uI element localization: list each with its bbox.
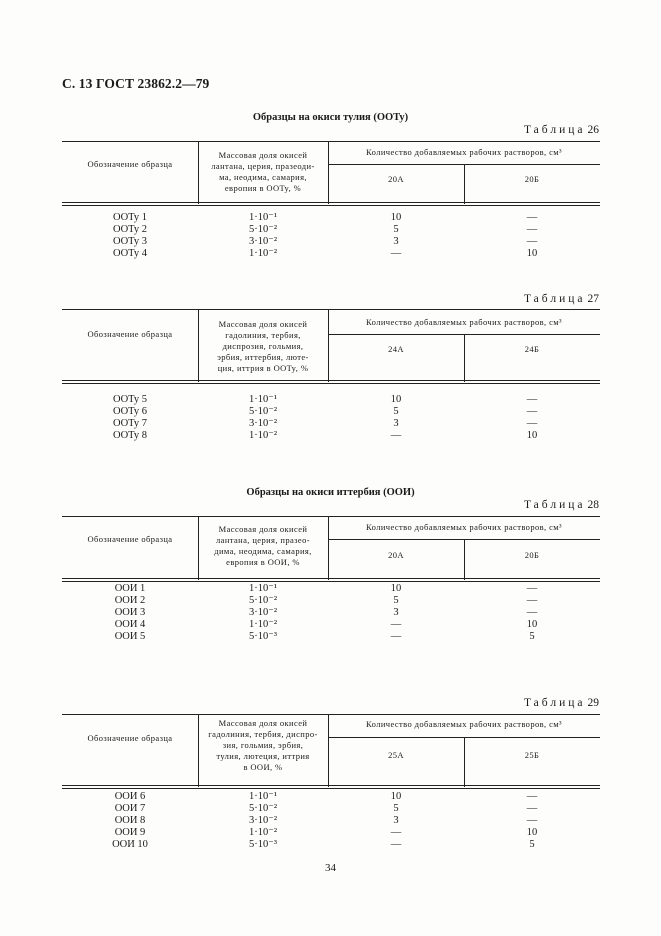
sample-cell: OOTy 4 bbox=[113, 248, 147, 259]
table-row bbox=[62, 212, 600, 224]
sample-cell: ООИ 1 bbox=[114, 583, 146, 594]
col-header-sample: Обозначение образца bbox=[87, 329, 173, 339]
solution-a-cell: 10 bbox=[390, 583, 402, 594]
sample-cell: ООИ 10 bbox=[112, 839, 148, 850]
solution-a-cell: — bbox=[390, 827, 402, 838]
solution-b-cell: 10 bbox=[526, 248, 538, 259]
solution-b-cell: — bbox=[526, 607, 538, 618]
solution-a-cell: — bbox=[390, 248, 402, 259]
sample-cell: ООИ 3 bbox=[114, 607, 146, 618]
table-body bbox=[62, 394, 600, 442]
mass-fraction-cell: 5·10⁻² bbox=[249, 224, 277, 235]
table-row bbox=[62, 224, 600, 236]
mass-fraction-cell: 3·10⁻² bbox=[249, 815, 277, 826]
solution-a-cell: — bbox=[390, 839, 402, 850]
table-row bbox=[62, 791, 600, 803]
mass-fraction-cell: 1·10⁻¹ bbox=[249, 583, 277, 594]
mass-fraction-cell: 1·10⁻¹ bbox=[249, 791, 277, 802]
table-row bbox=[62, 595, 600, 607]
table-28 bbox=[62, 516, 600, 648]
solution-a-cell: 3 bbox=[393, 607, 399, 618]
mass-fraction-cell: 1·10⁻² bbox=[249, 430, 277, 441]
col-header-sub-a: 25А bbox=[388, 750, 404, 760]
solution-b-cell: 10 bbox=[526, 619, 538, 630]
table-row bbox=[62, 803, 600, 815]
solution-b-cell: — bbox=[526, 815, 538, 826]
table-row bbox=[62, 631, 600, 643]
solution-b-cell: 10 bbox=[526, 430, 538, 441]
col-header-sub-b: 24Б bbox=[524, 344, 540, 354]
col-header-solutions: Количество добавляемых рабочих растворов, см³ bbox=[366, 317, 562, 327]
solution-b-cell: — bbox=[526, 394, 538, 405]
table-29 bbox=[62, 714, 600, 854]
sample-cell: ООИ 9 bbox=[114, 827, 146, 838]
sample-cell: OOTy 2 bbox=[113, 224, 147, 235]
mass-fraction-cell: 3·10⁻² bbox=[249, 418, 277, 429]
solution-b-cell: 5 bbox=[529, 631, 535, 642]
col-header-solutions: Количество добавляемых рабочих растворов, см³ bbox=[366, 147, 562, 157]
mass-fraction-cell: 1·10⁻¹ bbox=[249, 212, 277, 223]
mass-fraction-cell: 5·10⁻² bbox=[249, 406, 277, 417]
sample-cell: OOTy 1 bbox=[113, 212, 147, 223]
mass-fraction-cell: 3·10⁻² bbox=[249, 607, 277, 618]
solution-b-cell: — bbox=[526, 224, 538, 235]
col-header-sub-b: 20Б bbox=[524, 174, 540, 184]
sample-cell: OOTy 8 bbox=[113, 430, 147, 441]
col-header-sample: Обозначение образца bbox=[87, 159, 173, 169]
solution-b-cell: — bbox=[526, 583, 538, 594]
col-header-sample: Обозначение образца bbox=[87, 733, 173, 743]
sample-cell: ООИ 5 bbox=[114, 631, 146, 642]
solution-a-cell: 5 bbox=[393, 224, 399, 235]
page-number: 34 bbox=[325, 862, 336, 874]
col-header-sample: Обозначение образца bbox=[87, 534, 173, 544]
table-row bbox=[62, 418, 600, 430]
solution-b-cell: — bbox=[526, 236, 538, 247]
mass-fraction-cell: 5·10⁻³ bbox=[249, 631, 277, 642]
col-header-sub-a: 24А bbox=[388, 344, 404, 354]
solution-a-cell: 10 bbox=[390, 212, 402, 223]
solution-b-cell: — bbox=[526, 791, 538, 802]
table-27-label: Таблица 27 bbox=[523, 293, 599, 305]
solution-a-cell: 10 bbox=[390, 394, 402, 405]
col-header-sub-a: 20А bbox=[388, 550, 404, 560]
solution-a-cell: — bbox=[390, 631, 402, 642]
table-row bbox=[62, 406, 600, 418]
solution-b-cell: — bbox=[526, 406, 538, 417]
col-header-solutions: Количество добавляемых рабочих растворов, см³ bbox=[366, 522, 562, 532]
col-header-sub-a: 20А bbox=[388, 174, 404, 184]
solution-b-cell: — bbox=[526, 803, 538, 814]
col-header-mass-fraction: Массовая доля окисей гадолиния, тербия, диспро- зия, гольмия, эрбия, тулия, лютеция, иттрия в ООИ, % bbox=[208, 718, 318, 772]
solution-a-cell: 5 bbox=[393, 406, 399, 417]
table-row bbox=[62, 815, 600, 827]
table-row bbox=[62, 394, 600, 406]
solution-b-cell: — bbox=[526, 418, 538, 429]
col-header-sub-b: 20Б bbox=[524, 550, 540, 560]
solution-a-cell: — bbox=[390, 619, 402, 630]
table-26-label: Таблица 26 bbox=[523, 124, 599, 136]
table-row bbox=[62, 619, 600, 631]
sample-cell: ООИ 2 bbox=[114, 595, 146, 606]
table-row bbox=[62, 839, 600, 851]
col-header-sub-b: 25Б bbox=[524, 750, 540, 760]
mass-fraction-cell: 5·10⁻³ bbox=[249, 839, 277, 850]
solution-b-cell: — bbox=[526, 212, 538, 223]
table-row bbox=[62, 607, 600, 619]
table-28-label: Таблица 28 bbox=[523, 499, 599, 511]
solution-a-cell: 3 bbox=[393, 236, 399, 247]
sample-cell: ООИ 6 bbox=[114, 791, 146, 802]
solution-b-cell: — bbox=[526, 595, 538, 606]
table-row bbox=[62, 827, 600, 839]
table-body bbox=[62, 583, 600, 643]
section-title-ooty: Образцы на окиси тулия (OOTy) bbox=[252, 112, 409, 123]
sample-cell: OOTy 3 bbox=[113, 236, 147, 247]
sample-cell: ООИ 4 bbox=[114, 619, 146, 630]
col-header-mass-fraction: Массовая доля окисей гадолиния, тербия, диспрозия, гольмия, эрбия, иттербия, лютe- ция, иттрия в OOTy, % bbox=[217, 319, 309, 373]
sample-cell: ООИ 7 bbox=[114, 803, 146, 814]
sample-cell: OOTy 7 bbox=[113, 418, 147, 429]
mass-fraction-cell: 5·10⁻² bbox=[249, 595, 277, 606]
mass-fraction-cell: 1·10⁻¹ bbox=[249, 394, 277, 405]
solution-a-cell: 3 bbox=[393, 815, 399, 826]
col-header-mass-fraction: Массовая доля окисей лантана, церия, празеоди- ма, неодима, самария, европия в OOTy, % bbox=[211, 150, 315, 193]
col-header-mass-fraction: Массовая доля окисей лантана, церия, празео- дима, неодима, самария, европия в ООИ, % bbox=[214, 524, 312, 567]
table-27 bbox=[62, 309, 600, 444]
solution-a-cell: 5 bbox=[393, 595, 399, 606]
mass-fraction-cell: 1·10⁻² bbox=[249, 827, 277, 838]
table-row bbox=[62, 430, 600, 442]
solution-b-cell: 10 bbox=[526, 827, 538, 838]
solution-a-cell: — bbox=[390, 430, 402, 441]
table-row bbox=[62, 583, 600, 595]
solution-a-cell: 5 bbox=[393, 803, 399, 814]
table-body bbox=[62, 212, 600, 260]
mass-fraction-cell: 1·10⁻² bbox=[249, 619, 277, 630]
mass-fraction-cell: 5·10⁻² bbox=[249, 803, 277, 814]
page-header: С. 13 ГОСТ 23862.2—79 bbox=[62, 76, 210, 91]
mass-fraction-cell: 3·10⁻² bbox=[249, 236, 277, 247]
table-26 bbox=[62, 141, 600, 261]
sample-cell: ООИ 8 bbox=[114, 815, 146, 826]
sample-cell: OOTy 6 bbox=[113, 406, 147, 417]
table-row bbox=[62, 248, 600, 260]
solution-a-cell: 3 bbox=[393, 418, 399, 429]
col-header-solutions: Количество добавляемых рабочих растворов, см³ bbox=[366, 719, 562, 729]
mass-fraction-cell: 1·10⁻² bbox=[249, 248, 277, 259]
sample-cell: OOTy 5 bbox=[113, 394, 147, 405]
solution-a-cell: 10 bbox=[390, 791, 402, 802]
section-title-ooi: Образцы на окиси иттербия (ООИ) bbox=[246, 487, 415, 498]
solution-b-cell: 5 bbox=[529, 839, 535, 850]
table-body bbox=[62, 791, 600, 851]
table-29-label: Таблица 29 bbox=[523, 697, 599, 709]
table-row bbox=[62, 236, 600, 248]
